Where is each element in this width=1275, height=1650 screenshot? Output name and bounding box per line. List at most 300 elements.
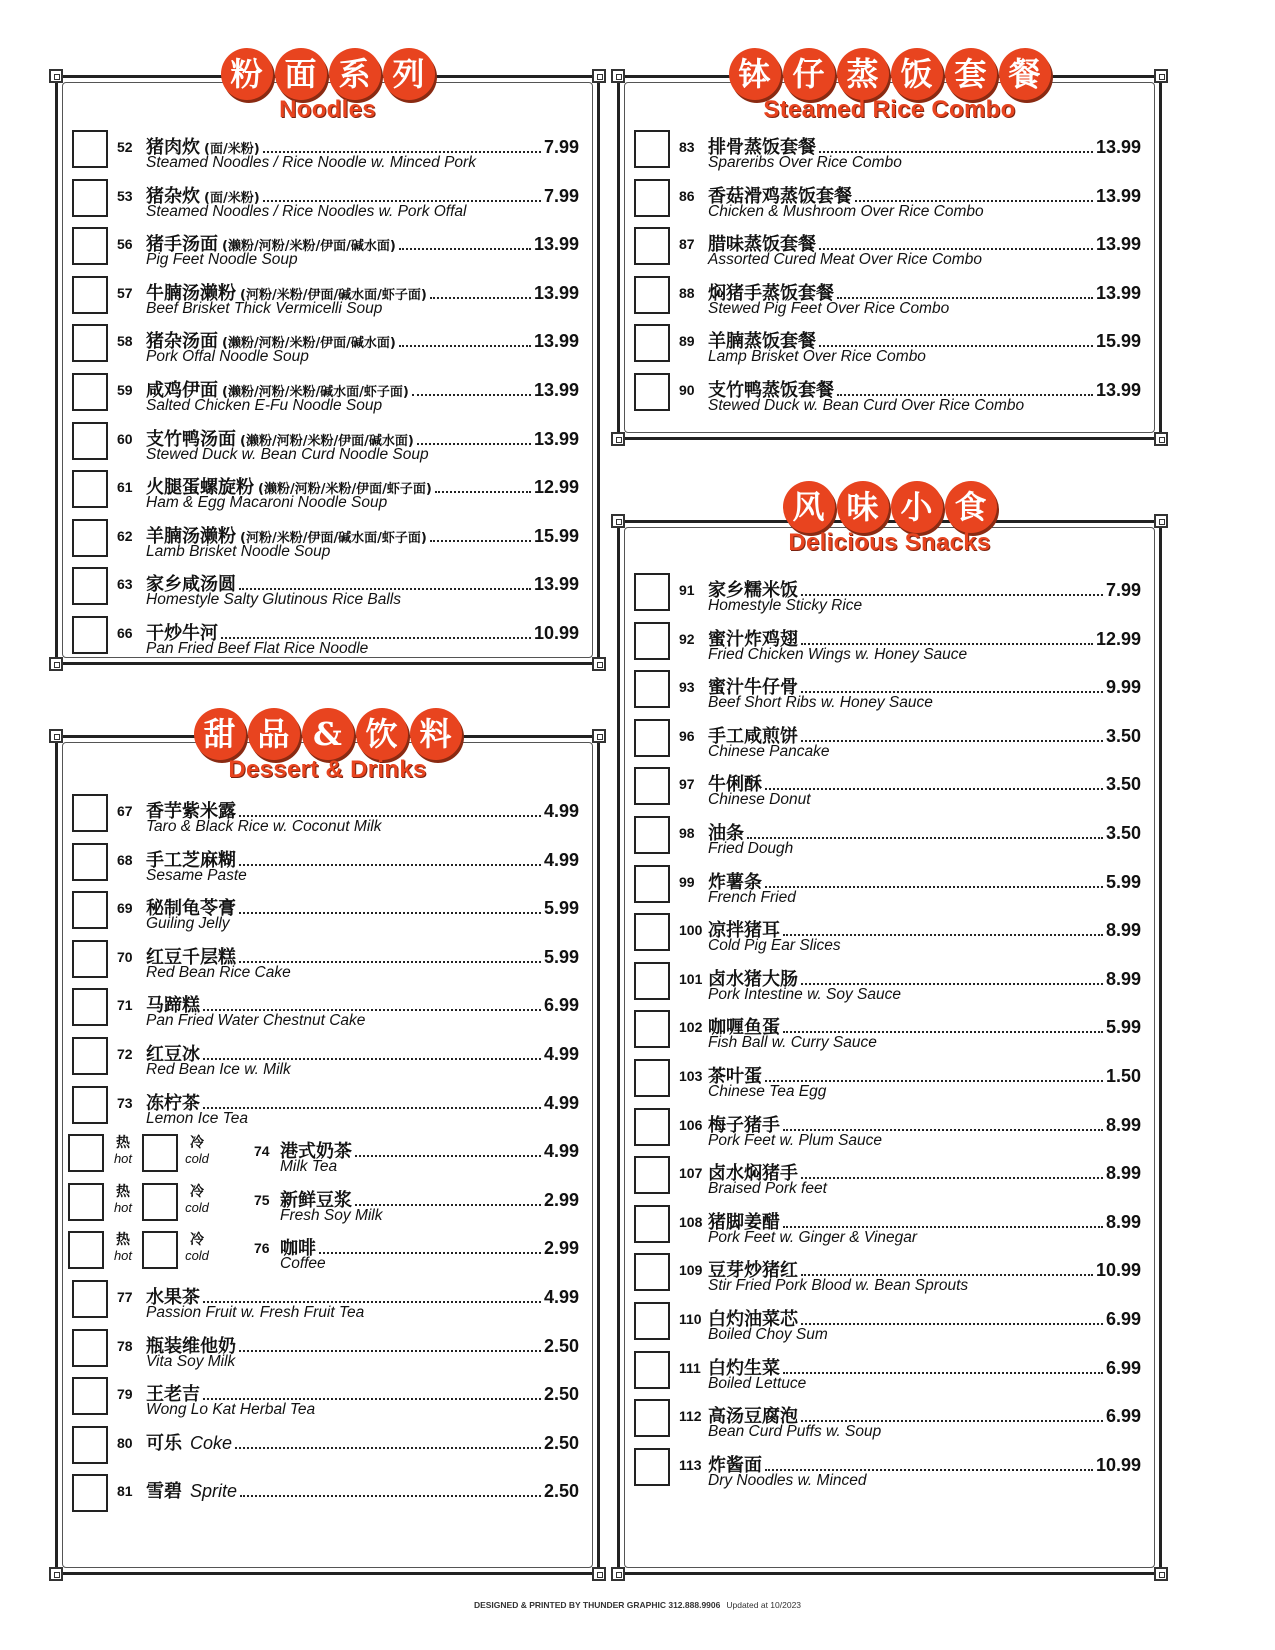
dot-leader — [855, 200, 1093, 202]
item-checkbox[interactable] — [72, 567, 108, 605]
item-checkbox[interactable] — [634, 719, 670, 757]
item-number: 57 — [117, 284, 133, 301]
item-name-en: Pan Fried Water Chestnut Cake — [146, 1012, 366, 1030]
menu-item — [72, 1329, 579, 1377]
item-name-zh: 港式奶茶 — [280, 1141, 352, 1163]
item-name-zh: 炸薯条 — [708, 871, 762, 893]
corner-ornament — [49, 657, 63, 671]
item-name-en: Dry Noodles w. Minced — [708, 1471, 867, 1489]
corner-ornament — [49, 1567, 63, 1581]
item-name-zh: 火腿蛋螺旋粉 — [146, 477, 254, 499]
item-price: 8.99 — [1105, 920, 1141, 941]
item-name-en: Stir Fried Pork Blood w. Bean Sprouts — [708, 1277, 969, 1295]
item-number: 52 — [117, 139, 133, 155]
dot-leader — [221, 637, 531, 639]
item-name-en: Bean Curd Puffs w. Soup — [708, 1423, 882, 1441]
item-name-en: Beef Short Ribs w. Honey Sauce — [708, 694, 933, 712]
dot-leader — [239, 961, 541, 963]
item-number: 100 — [679, 922, 703, 939]
menu-item — [634, 1399, 1141, 1447]
item-price: 4.99 — [543, 801, 579, 821]
item-price: 4.99 — [543, 849, 579, 870]
hot-checkbox[interactable] — [68, 1134, 104, 1172]
item-price: 4.99 — [543, 1044, 579, 1064]
item-name-zh: 香菇滑鸡蒸饭套餐 — [708, 185, 852, 207]
item-name-zh: 牛俐酥 — [708, 774, 762, 796]
menu-item — [634, 767, 1141, 815]
dot-leader — [319, 1252, 541, 1254]
item-name-en: Cold Pig Ear Slices — [708, 937, 841, 955]
item-number: 77 — [117, 1289, 133, 1305]
item-checkbox[interactable] — [634, 130, 670, 168]
hot-label-en: hot — [113, 1248, 133, 1264]
menu-item — [634, 670, 1141, 718]
item-name-zh: 支竹鸭汤面 — [146, 428, 236, 450]
item-number: 101 — [679, 970, 703, 987]
item-price: 9.99 — [1105, 677, 1141, 698]
item-price: 13.99 — [533, 574, 579, 595]
item-price: 10.99 — [1095, 1260, 1141, 1281]
cold-label — [182, 1185, 212, 1215]
item-checkbox[interactable] — [634, 1253, 670, 1291]
item-price: 13.99 — [1095, 137, 1141, 157]
hot-label — [108, 1233, 138, 1263]
item-options: (濑粉/河粉/米粉/碱水面/虾子面) — [222, 385, 409, 400]
hot-label-zh: 热 — [116, 1232, 130, 1249]
item-price: 1.50 — [1105, 1066, 1141, 1086]
item-price: 13.99 — [1095, 380, 1141, 400]
dot-leader — [239, 815, 541, 817]
item-price: 12.99 — [1095, 628, 1141, 649]
item-name-zh: 豆芽炒猪红 — [708, 1260, 798, 1282]
title-char: 甜 — [194, 708, 246, 760]
dot-leader — [801, 1420, 1103, 1422]
item-price: 6.99 — [1105, 1309, 1141, 1329]
item-name-zh: 焖猪手蒸饭套餐 — [708, 282, 834, 304]
item-checkbox[interactable] — [634, 324, 670, 362]
item-price: 2.50 — [543, 1335, 579, 1356]
menu-item — [634, 130, 1141, 178]
item-number: 80 — [117, 1434, 133, 1451]
item-checkbox[interactable] — [72, 891, 108, 929]
item-checkbox[interactable] — [634, 276, 670, 314]
item-price: 15.99 — [1095, 331, 1141, 352]
menu-item — [72, 1280, 579, 1328]
item-name-en: Passion Fruit w. Fresh Fruit Tea — [146, 1304, 365, 1321]
item-name-zh: 咖啡 — [280, 1238, 316, 1260]
item-price: 8.99 — [1105, 1163, 1141, 1184]
item-price: 7.99 — [543, 137, 579, 157]
item-number: 83 — [679, 139, 695, 155]
title-char: 列 — [383, 48, 435, 100]
menu-item — [72, 616, 579, 664]
item-number: 93 — [679, 679, 695, 696]
item-name-en: Chinese Donut — [708, 791, 811, 809]
menu-item — [634, 1302, 1141, 1350]
menu-item — [634, 1448, 1141, 1496]
title-char: 料 — [410, 708, 462, 760]
item-number: 73 — [117, 1094, 133, 1111]
dot-leader — [783, 1129, 1103, 1131]
item-name-zh: 猪手汤面 — [146, 234, 218, 256]
dot-leader — [801, 594, 1103, 596]
item-checkbox[interactable] — [634, 1010, 670, 1048]
menu-item — [72, 276, 579, 324]
menu-item — [634, 865, 1141, 913]
noodles-panel — [55, 55, 600, 665]
dessert-title — [58, 708, 597, 760]
dot-leader — [801, 1323, 1103, 1325]
item-name-en: Milk Tea — [280, 1158, 338, 1176]
item-checkbox[interactable] — [634, 1351, 670, 1389]
noodles-subtitle: Noodles — [279, 96, 376, 123]
dot-leader — [783, 934, 1103, 936]
title-char: 粉 — [221, 48, 273, 100]
dot-leader — [203, 1398, 541, 1400]
title-char: 食 — [945, 481, 997, 533]
item-name-zh: 排骨蒸饭套餐 — [708, 137, 816, 158]
dot-leader — [399, 345, 531, 347]
title-char: 味 — [837, 481, 889, 533]
item-name-en: Chinese Tea Egg — [708, 1083, 827, 1100]
item-checkbox[interactable] — [72, 373, 108, 411]
item-checkbox[interactable] — [634, 865, 670, 903]
menu-item — [634, 573, 1141, 621]
item-checkbox[interactable] — [634, 913, 670, 951]
item-number: 99 — [679, 873, 695, 890]
cold-label-zh: 冷 — [190, 1183, 204, 1200]
item-checkbox[interactable] — [72, 1037, 108, 1075]
dot-leader — [240, 1495, 541, 1497]
item-number: 60 — [117, 430, 133, 447]
item-checkbox[interactable] — [72, 1426, 108, 1464]
item-number: 66 — [117, 625, 133, 641]
menu-item — [72, 794, 579, 842]
item-checkbox[interactable] — [72, 1474, 108, 1512]
item-price: 8.99 — [1105, 1211, 1141, 1232]
item-number: 106 — [679, 1116, 703, 1133]
cold-label — [182, 1136, 212, 1166]
item-price: 7.99 — [543, 185, 579, 206]
corner-ornament — [611, 1567, 625, 1581]
item-checkbox[interactable] — [72, 988, 108, 1026]
dot-leader — [801, 643, 1093, 645]
item-checkbox[interactable] — [72, 1329, 108, 1367]
corner-ornament — [1154, 432, 1168, 446]
item-checkbox[interactable] — [72, 843, 108, 881]
snacks-header — [620, 481, 1159, 557]
item-price: 5.99 — [1105, 871, 1141, 892]
dot-leader — [263, 200, 541, 202]
item-name-zh: 水果茶 — [146, 1287, 200, 1308]
item-name-en: Red Bean Rice Cake — [146, 963, 291, 981]
corner-ornament — [592, 657, 606, 671]
item-checkbox[interactable] — [634, 1205, 670, 1243]
dot-leader — [765, 1469, 1093, 1471]
title-char: 钵 — [729, 48, 781, 100]
item-price: 3.50 — [1105, 823, 1141, 843]
menu-item — [634, 1059, 1141, 1107]
item-name-en: Fried Dough — [708, 840, 794, 857]
item-number: 88 — [679, 284, 695, 301]
item-checkbox[interactable] — [634, 767, 670, 805]
item-checkbox[interactable] — [72, 1086, 108, 1124]
item-number: 92 — [679, 630, 695, 647]
item-checkbox[interactable] — [634, 373, 670, 411]
menu-item — [72, 1474, 579, 1522]
item-name-en: Coke — [190, 1432, 233, 1453]
hot-label-zh: 热 — [116, 1183, 130, 1200]
item-name-en: Pork Feet w. Ginger & Vinegar — [708, 1228, 918, 1246]
snacks-panel — [617, 488, 1162, 1575]
hot-label-zh: 热 — [116, 1135, 130, 1152]
item-name-zh: 红豆冰 — [146, 1044, 200, 1065]
menu-item — [634, 1156, 1141, 1204]
item-price: 8.99 — [1105, 1114, 1141, 1135]
dot-leader — [263, 151, 541, 153]
dot-leader — [430, 297, 531, 299]
menu-item — [634, 1108, 1141, 1156]
menu-item — [634, 719, 1141, 767]
item-price: 6.99 — [543, 995, 579, 1016]
item-price: 12.99 — [533, 477, 579, 498]
item-number: 102 — [679, 1019, 703, 1036]
item-number: 71 — [117, 997, 133, 1014]
item-name-zh: 卤水焖猪手 — [708, 1163, 798, 1185]
menu-item — [72, 1037, 579, 1085]
item-checkbox[interactable] — [72, 1377, 108, 1415]
item-name-en: Pork Intestine w. Soy Sauce — [708, 985, 901, 1003]
item-price: 6.99 — [1105, 1406, 1141, 1427]
item-price: 13.99 — [533, 380, 579, 400]
item-checkbox[interactable] — [72, 616, 108, 654]
item-name-en: Chinese Pancake — [708, 742, 830, 760]
item-name-en: Pig Feet Noodle Soup — [146, 251, 298, 269]
item-checkbox[interactable] — [72, 227, 108, 265]
item-checkbox[interactable] — [634, 1399, 670, 1437]
menu-item — [634, 913, 1141, 961]
menu-item — [72, 1231, 579, 1279]
item-name-en: Wong Lo Kat Herbal Tea — [146, 1401, 316, 1419]
hot-checkbox[interactable] — [68, 1231, 104, 1269]
item-name-zh: 家乡糯米饭 — [708, 580, 798, 601]
item-line — [146, 1477, 579, 1503]
hot-label-en: hot — [113, 1199, 133, 1215]
menu-item — [72, 130, 579, 178]
item-checkbox[interactable] — [634, 1059, 670, 1097]
item-price: 15.99 — [533, 525, 579, 546]
dot-leader — [430, 540, 531, 542]
dot-leader — [747, 837, 1103, 839]
item-price: 2.99 — [543, 1189, 579, 1210]
menu-item — [72, 1134, 579, 1182]
title-char: 品 — [248, 708, 300, 760]
dot-leader — [355, 1155, 541, 1157]
dot-leader — [801, 691, 1103, 693]
title-char: 面 — [275, 48, 327, 100]
item-name-en: Stewed Pig Feet Over Rice Combo — [708, 299, 950, 317]
dot-leader — [355, 1204, 541, 1206]
noodles-header — [58, 48, 597, 124]
item-name-en: Fresh Soy Milk — [280, 1206, 383, 1224]
item-number: 62 — [117, 527, 133, 544]
menu-item — [72, 179, 579, 227]
item-number: 87 — [679, 236, 695, 253]
item-name-en: Boiled Lettuce — [708, 1374, 807, 1392]
item-name-en: Stewed Duck w. Bean Curd Noodle Soup — [146, 445, 429, 463]
item-number: 59 — [117, 382, 133, 398]
menu-item — [72, 891, 579, 939]
item-checkbox[interactable] — [634, 670, 670, 708]
dot-leader — [819, 151, 1093, 153]
dot-leader — [203, 1009, 541, 1011]
item-number: 107 — [679, 1165, 703, 1182]
hot-label — [108, 1185, 138, 1215]
item-options: (河粉/米粉/伊面/碱水面/虾子面) — [240, 530, 427, 546]
item-number: 56 — [117, 236, 133, 253]
item-number: 53 — [117, 187, 133, 204]
item-number: 110 — [679, 1311, 702, 1327]
dessert-header — [58, 708, 597, 784]
item-name-zh: 家乡咸汤圆 — [146, 574, 236, 596]
item-name-zh: 可乐 — [146, 1432, 182, 1454]
item-checkbox[interactable] — [634, 179, 670, 217]
noodles-title — [58, 48, 597, 100]
item-name-en: Red Bean Ice w. Milk — [146, 1061, 291, 1078]
item-checkbox[interactable] — [634, 962, 670, 1000]
item-price: 4.99 — [543, 1092, 579, 1113]
item-name-zh: 手工芝麻糊 — [146, 849, 236, 871]
dot-leader — [203, 1058, 541, 1060]
item-name-en: Beef Brisket Thick Vermicelli Soup — [146, 299, 383, 317]
dot-leader — [801, 1177, 1103, 1179]
item-name-zh: 炸酱面 — [708, 1454, 762, 1476]
item-checkbox[interactable] — [634, 1108, 670, 1146]
item-checkbox[interactable] — [634, 573, 670, 611]
item-number: 89 — [679, 333, 695, 350]
item-checkbox[interactable] — [72, 324, 108, 362]
dot-leader — [399, 248, 531, 250]
item-checkbox[interactable] — [634, 1156, 670, 1194]
item-name-zh: 红豆千层糕 — [146, 946, 236, 968]
title-char: 蒸 — [837, 48, 889, 100]
item-name-zh: 雪碧 — [146, 1481, 182, 1503]
rice-title — [620, 48, 1159, 100]
item-price: 13.99 — [1095, 185, 1141, 206]
item-price: 5.99 — [543, 898, 579, 919]
item-price: 4.99 — [543, 1287, 579, 1307]
hot-label — [108, 1136, 138, 1166]
item-name-zh: 蜜汁炸鸡翅 — [708, 628, 798, 650]
item-name-zh: 秘制龟苓膏 — [146, 898, 236, 920]
dot-leader — [819, 248, 1093, 250]
dot-leader — [801, 1274, 1093, 1276]
item-checkbox[interactable] — [634, 622, 670, 660]
cold-checkbox[interactable] — [142, 1134, 178, 1172]
item-number: 58 — [117, 333, 133, 350]
item-checkbox[interactable] — [634, 227, 670, 265]
item-name-zh: 手工咸煎饼 — [708, 725, 798, 747]
item-number: 63 — [117, 576, 133, 593]
item-checkbox[interactable] — [72, 940, 108, 978]
item-name-zh: 猪脚姜醋 — [708, 1211, 780, 1233]
title-char: 餐 — [999, 48, 1051, 100]
dot-leader — [239, 864, 541, 866]
item-checkbox[interactable] — [72, 1280, 108, 1318]
menu-item — [72, 940, 579, 988]
menu-item — [72, 422, 579, 470]
item-name-en: Fish Ball w. Curry Sauce — [708, 1034, 877, 1052]
item-checkbox[interactable] — [72, 519, 108, 557]
item-checkbox[interactable] — [72, 276, 108, 314]
dot-leader — [783, 1031, 1103, 1033]
item-checkbox[interactable] — [72, 422, 108, 460]
item-name-zh: 猪杂汤面 — [146, 331, 218, 353]
item-checkbox[interactable] — [634, 1302, 670, 1340]
dot-leader — [801, 740, 1103, 742]
item-number: 81 — [117, 1483, 133, 1500]
item-name-en: Assorted Cured Meat Over Rice Combo — [708, 251, 982, 269]
item-name-zh: 蜜汁牛仔骨 — [708, 677, 798, 699]
item-name-zh: 香芋紫米露 — [146, 801, 236, 822]
cold-label-en: cold — [185, 1199, 209, 1215]
item-name-zh: 凉拌猪耳 — [708, 920, 780, 942]
item-checkbox[interactable] — [72, 130, 108, 168]
dot-leader — [765, 1080, 1103, 1082]
item-name-en: Coffee — [280, 1255, 326, 1273]
footer-updated: Updated at 10/2023 — [726, 1600, 802, 1610]
item-name-en: Braised Pork feet — [708, 1180, 827, 1198]
item-checkbox[interactable] — [72, 470, 108, 508]
item-number: 98 — [679, 825, 695, 841]
item-checkbox[interactable] — [634, 816, 670, 854]
rice-panel — [617, 55, 1162, 440]
menu-item — [72, 567, 579, 615]
item-name-zh: 冻柠茶 — [146, 1092, 200, 1114]
dot-leader — [801, 983, 1103, 985]
item-price: 2.99 — [543, 1238, 579, 1259]
hot-checkbox[interactable] — [68, 1183, 104, 1221]
item-checkbox[interactable] — [72, 794, 108, 832]
menu-item — [72, 1426, 579, 1474]
dot-leader — [235, 1447, 541, 1449]
menu-item — [634, 227, 1141, 275]
cold-checkbox[interactable] — [142, 1231, 178, 1269]
item-name-en: Pan Fried Beef Flat Rice Noodle — [146, 640, 369, 657]
dessert-subtitle: Dessert & Drinks — [228, 756, 427, 783]
dot-leader — [819, 345, 1093, 347]
item-options: (河粉/米粉/伊面/碱水面/虾子面) — [240, 287, 427, 303]
item-price: 2.50 — [543, 1384, 579, 1405]
item-line — [146, 1429, 579, 1455]
cold-label — [182, 1233, 212, 1263]
item-name-zh: 白灼生菜 — [708, 1357, 780, 1379]
menu-item — [634, 324, 1141, 372]
cold-checkbox[interactable] — [142, 1183, 178, 1221]
item-checkbox[interactable] — [634, 1448, 670, 1486]
item-price: 13.99 — [1095, 234, 1141, 255]
menu-item — [634, 179, 1141, 227]
item-name-zh: 白灼油菜芯 — [708, 1309, 798, 1330]
item-checkbox[interactable] — [72, 179, 108, 217]
item-options: (濑粉/河粉/米粉/伊面/碱水面) — [222, 239, 396, 255]
item-number: 79 — [117, 1386, 133, 1403]
item-price: 13.99 — [533, 331, 579, 352]
menu-item — [72, 519, 579, 567]
item-options: (濑粉/河粉/米粉/伊面/虾子面) — [258, 482, 432, 498]
dot-leader — [239, 1350, 541, 1352]
item-name-en: Boiled Choy Sum — [708, 1326, 828, 1343]
